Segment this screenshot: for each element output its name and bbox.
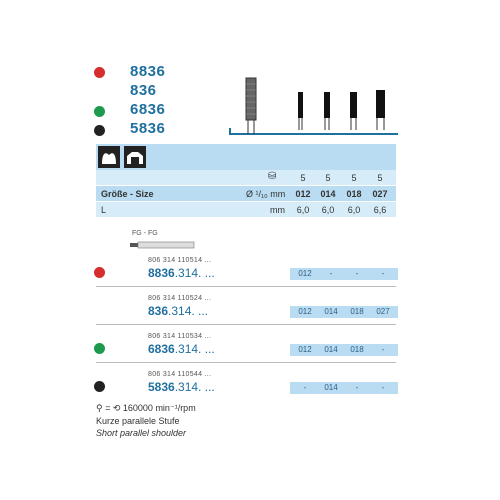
bur-illustration bbox=[226, 70, 402, 136]
article-number: 806 314 110514 ... bbox=[148, 257, 212, 264]
avail-cell: - bbox=[368, 382, 398, 394]
avail-cell: - bbox=[368, 344, 398, 356]
size-4: 027 bbox=[372, 189, 388, 199]
pack-qty-1: 5 bbox=[300, 173, 306, 183]
length-4: 6,6 bbox=[373, 205, 387, 215]
pack-qty-2: 5 bbox=[325, 173, 331, 183]
size-unit: Ø ¹/₁₀ mm bbox=[246, 189, 286, 199]
max-speed-icon: ⚲ = ⟲ bbox=[96, 403, 121, 413]
avail-cell: 014 bbox=[316, 382, 346, 394]
avail-cell: - bbox=[316, 268, 346, 280]
variant-code: 8836.314. ... bbox=[148, 266, 215, 280]
dot-red-variant bbox=[94, 267, 105, 278]
dot-green bbox=[94, 106, 105, 117]
model-5836: 5836 bbox=[130, 120, 166, 137]
length-unit: mm bbox=[270, 205, 285, 215]
article-number: 806 314 110544 ... bbox=[148, 371, 212, 378]
dot-black-variant bbox=[94, 381, 105, 392]
avail-cell: - bbox=[290, 382, 320, 394]
description-de: Kurze parallele Stufe bbox=[96, 416, 180, 426]
article-number: 806 314 110524 ... bbox=[148, 295, 212, 302]
tooth-crown-prep-icon bbox=[124, 146, 146, 168]
avail-cell: 014 bbox=[316, 344, 346, 356]
model-836: 836 bbox=[130, 82, 157, 99]
avail-cell: 027 bbox=[368, 306, 398, 318]
variant-code: 836.314. ... bbox=[148, 304, 209, 318]
avail-cell: - bbox=[342, 382, 372, 394]
length-label: L bbox=[101, 205, 107, 215]
row-divider bbox=[96, 324, 396, 325]
avail-cell: 018 bbox=[342, 306, 372, 318]
fg-shank-icon bbox=[130, 240, 196, 250]
avail-cell: 014 bbox=[316, 306, 346, 318]
avail-cell: - bbox=[342, 268, 372, 280]
size-label: Größe - Size bbox=[101, 189, 154, 199]
dot-red bbox=[94, 67, 105, 78]
packaging-icon: ⛁ bbox=[268, 171, 277, 182]
size-2: 014 bbox=[320, 189, 336, 199]
avail-cell: 012 bbox=[290, 306, 320, 318]
pack-qty-4: 5 bbox=[377, 173, 383, 183]
pack-qty-3: 5 bbox=[351, 173, 357, 183]
article-number: 806 314 110534 ... bbox=[148, 333, 212, 340]
speed-line bbox=[96, 403, 196, 414]
length-1: 6,0 bbox=[296, 205, 310, 215]
fg-label: FG - FG bbox=[132, 230, 158, 237]
length-3: 6,0 bbox=[347, 205, 361, 215]
row-divider bbox=[96, 362, 396, 363]
tooth-crown-icon bbox=[98, 146, 120, 168]
speed-value: 160000 min⁻¹/rpm bbox=[122, 403, 196, 413]
avail-cell: 012 bbox=[290, 344, 320, 356]
avail-cell: 018 bbox=[342, 344, 372, 356]
variant-code: 5836.314. ... bbox=[148, 380, 215, 394]
length-2: 6,0 bbox=[321, 205, 335, 215]
avail-cell: - bbox=[368, 268, 398, 280]
model-8836: 8836 bbox=[130, 63, 166, 80]
row-divider bbox=[96, 286, 396, 287]
variant-code: 6836.314. ... bbox=[148, 342, 215, 356]
dot-black bbox=[94, 125, 105, 136]
size-1: 012 bbox=[295, 189, 311, 199]
description-en: Short parallel shoulder bbox=[96, 428, 187, 438]
model-6836: 6836 bbox=[130, 101, 166, 118]
dot-green-variant bbox=[94, 343, 105, 354]
avail-cell: 012 bbox=[290, 268, 320, 280]
size-3: 018 bbox=[346, 189, 362, 199]
